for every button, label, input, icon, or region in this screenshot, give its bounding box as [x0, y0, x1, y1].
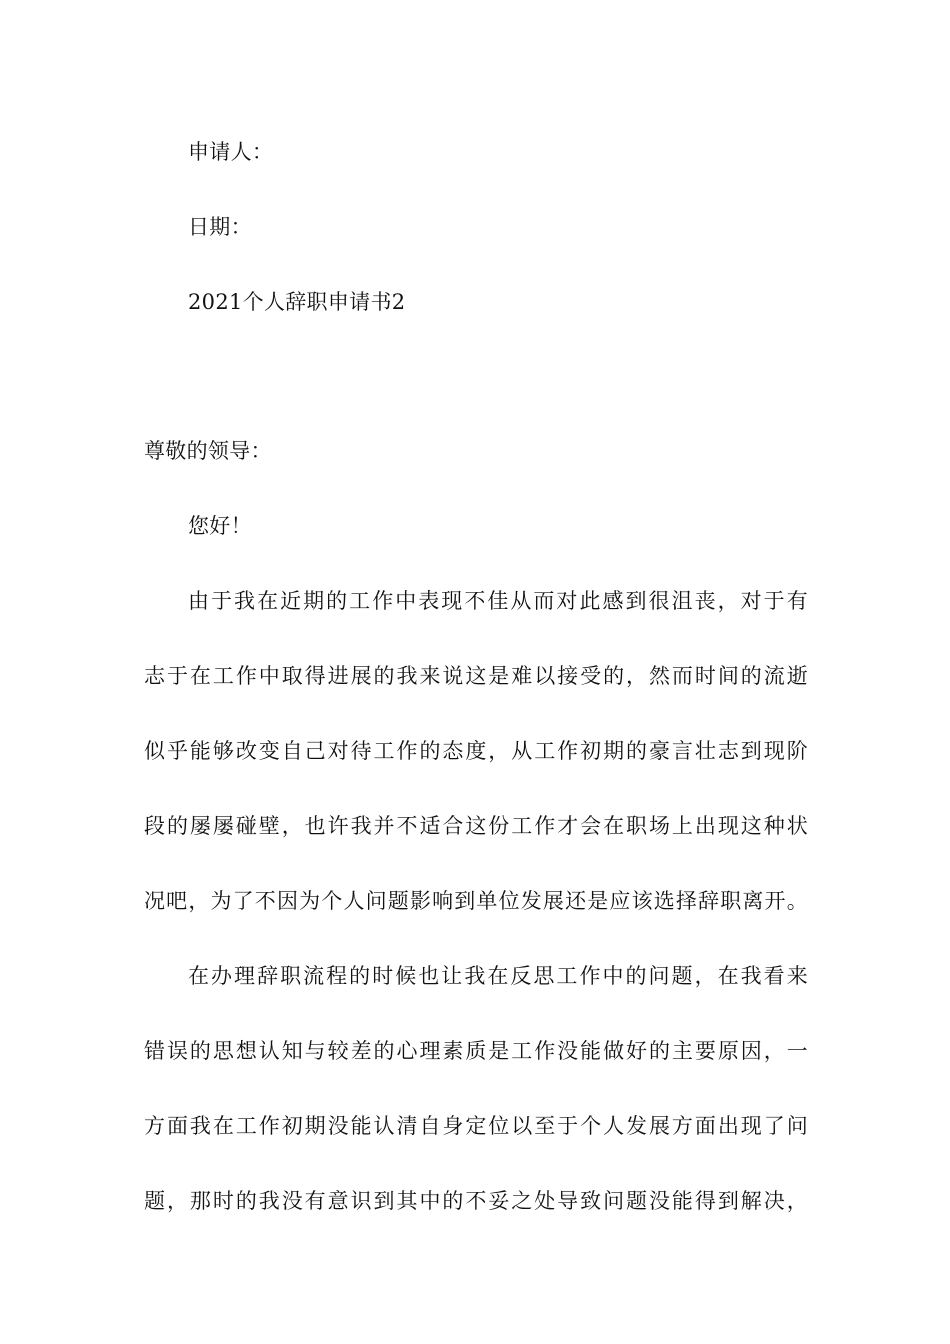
section-title: 2021个人辞职申请书2 [188, 290, 406, 314]
date-label: 日期： [188, 215, 252, 239]
paragraph-1-line-5: 况吧，为了不因为个人问题影响到单位发展还是应该选择辞职离开。 [144, 889, 808, 913]
paragraph-1-line-1: 由于我在近期的工作中表现不佳从而对此感到很沮丧，对于有 [188, 589, 808, 613]
greeting: 您好！ [188, 514, 252, 538]
salutation: 尊敬的领导： [144, 439, 272, 463]
applicant-label: 申请人： [188, 140, 274, 164]
paragraph-2-line-4: 题，那时的我没有意识到其中的不妥之处导致问题没能得到解决， [144, 1189, 808, 1213]
paragraph-1-line-4: 段的屡屡碰壁，也许我并不适合这份工作才会在职场上出现这种状 [144, 814, 808, 838]
paragraph-1-line-3: 似乎能够改变自己对待工作的态度，从工作初期的豪言壮志到现阶 [144, 739, 808, 763]
paragraph-2-line-3: 方面我在工作初期没能认清自身定位以至于个人发展方面出现了问 [144, 1114, 808, 1138]
paragraph-1-line-2: 志于在工作中取得进展的我来说这是难以接受的，然而时间的流逝 [144, 664, 808, 688]
paragraph-2-line-1: 在办理辞职流程的时候也让我在反思工作中的问题，在我看来 [188, 964, 808, 988]
paragraph-2-line-2: 错误的思想认知与较差的心理素质是工作没能做好的主要原因，一 [144, 1039, 808, 1063]
